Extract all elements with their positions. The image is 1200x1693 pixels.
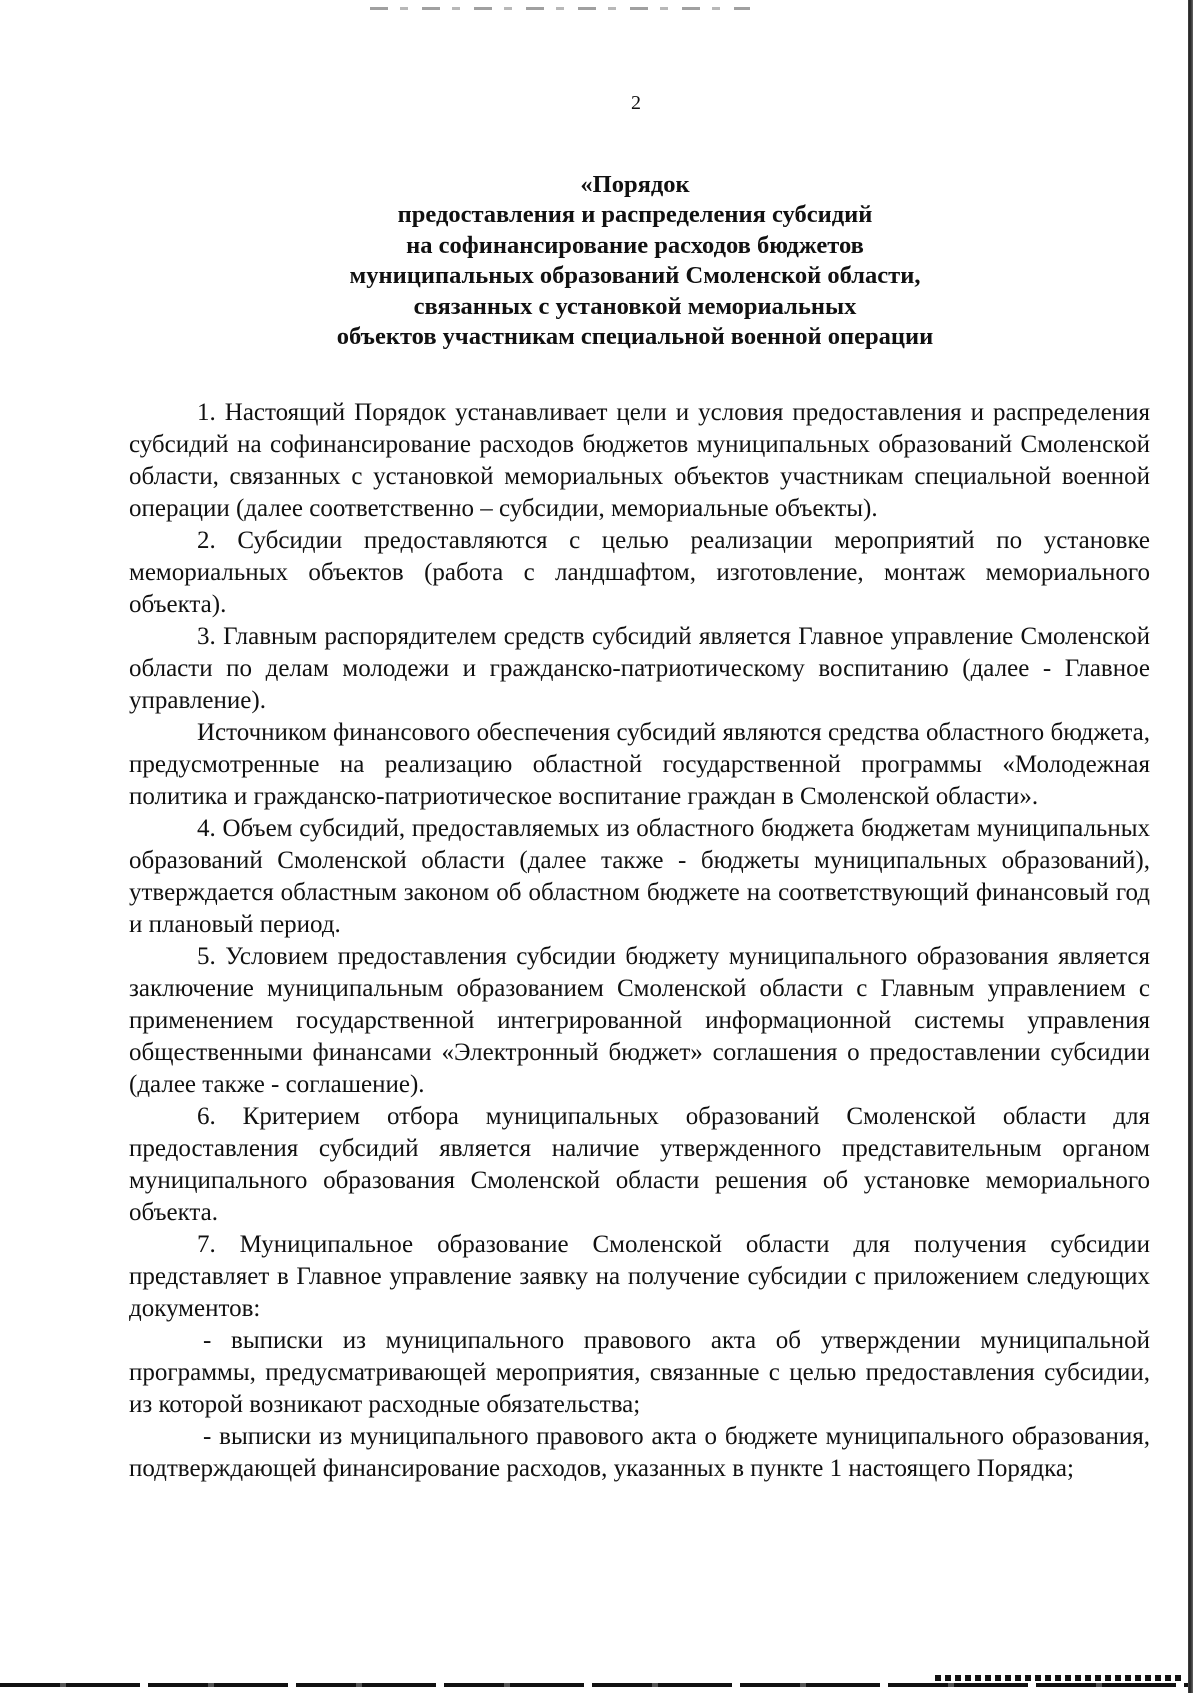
paragraph-6: 6. Критерием отбора муниципальных образований Смоленской области для предоставления субсидий является наличие утвержденного представительным органом муниципального образования Смоленской области решения об установке мемориального объекта. bbox=[129, 1103, 1150, 1226]
paragraph-4: 4. Объем субсидий, предоставляемых из областного бюджета бюджетам муниципальных образований Смоленской области (далее также - бюджеты муниципальных образований), утверждается областным законом об областном бюджете на соответствующий финансовый год и плановый период. bbox=[129, 815, 1150, 938]
title-line: на софинансирование расходов бюджетов bbox=[406, 231, 864, 259]
title-line: «Порядок bbox=[580, 171, 690, 198]
title-line: предоставления и распределения субсидий bbox=[397, 201, 873, 229]
paragraph-7: 7. Муниципальное образование Смоленской области для получения субсидии представляет в Главное управление заявку на получение субсидии с приложением следующих документов: bbox=[129, 1231, 1150, 1322]
document-title bbox=[160, 170, 1110, 352]
title-line: связанных с установкой мемориальных bbox=[413, 292, 857, 320]
list-item: - выписки из муниципального правового акта о бюджете муниципального образования, подтверждающей финансирование расходов, указанных в пункте 1 настоящего Порядка; bbox=[129, 1423, 1150, 1482]
paragraph-3: 3. Главным распорядителем средств субсидий является Главное управление Смоленской области по делам молодежи и гражданско-патриотическому воспитанию (далее - Главное управление). bbox=[129, 623, 1150, 714]
paragraph-1: 1. Настоящий Порядок устанавливает цели и условия предоставления и распределения субсидий на софинансирование расходов бюджетов муниципальных образований Смоленской области, связанных с установкой мемориальных объектов участникам специальной военной операции (далее соответственно – субсидии, мемориальные объекты). bbox=[129, 399, 1150, 522]
title-line: объектов участникам специальной военной операции bbox=[336, 323, 934, 351]
paragraph-5: 5. Условием предоставления субсидии бюджету муниципального образования является заключение муниципальным образованием Смоленской области с Главным управлением с применением государственной интегрированной информационной системы управления общественными финансами «Электронный бюджет» соглашения о предоставлении субсидии (далее также - соглашение). bbox=[129, 943, 1150, 1098]
title-line: муниципальных образований Смоленской области, bbox=[349, 262, 921, 290]
paragraph-2: 2. Субсидии предоставляются с целью реализации мероприятий по установке мемориальных объектов (работа с ландшафтом, изготовление, монтаж мемориального объекта). bbox=[129, 527, 1150, 618]
page-number: 2 bbox=[631, 92, 641, 114]
scan-artifact-top bbox=[370, 7, 750, 10]
scan-artifact-bottom-dots bbox=[935, 1675, 1185, 1681]
scan-edge-right bbox=[1188, 0, 1193, 1693]
paragraph-funding-source: Источником финансового обеспечения субсидий являются средства областного бюджета, предусмотренные на реализацию областной государственной программы «Молодежная политика и гражданско-патриотическое воспитание граждан в Смоленской области». bbox=[129, 719, 1150, 810]
scan-edge-bottom bbox=[0, 1683, 1188, 1687]
document-body bbox=[129, 397, 1150, 1485]
list-item: - выписки из муниципального правового акта об утверждении муниципальной программы, предусматривающей мероприятия, связанные с целью предоставления субсидии, из которой возникают расходные обязательства; bbox=[129, 1327, 1150, 1418]
